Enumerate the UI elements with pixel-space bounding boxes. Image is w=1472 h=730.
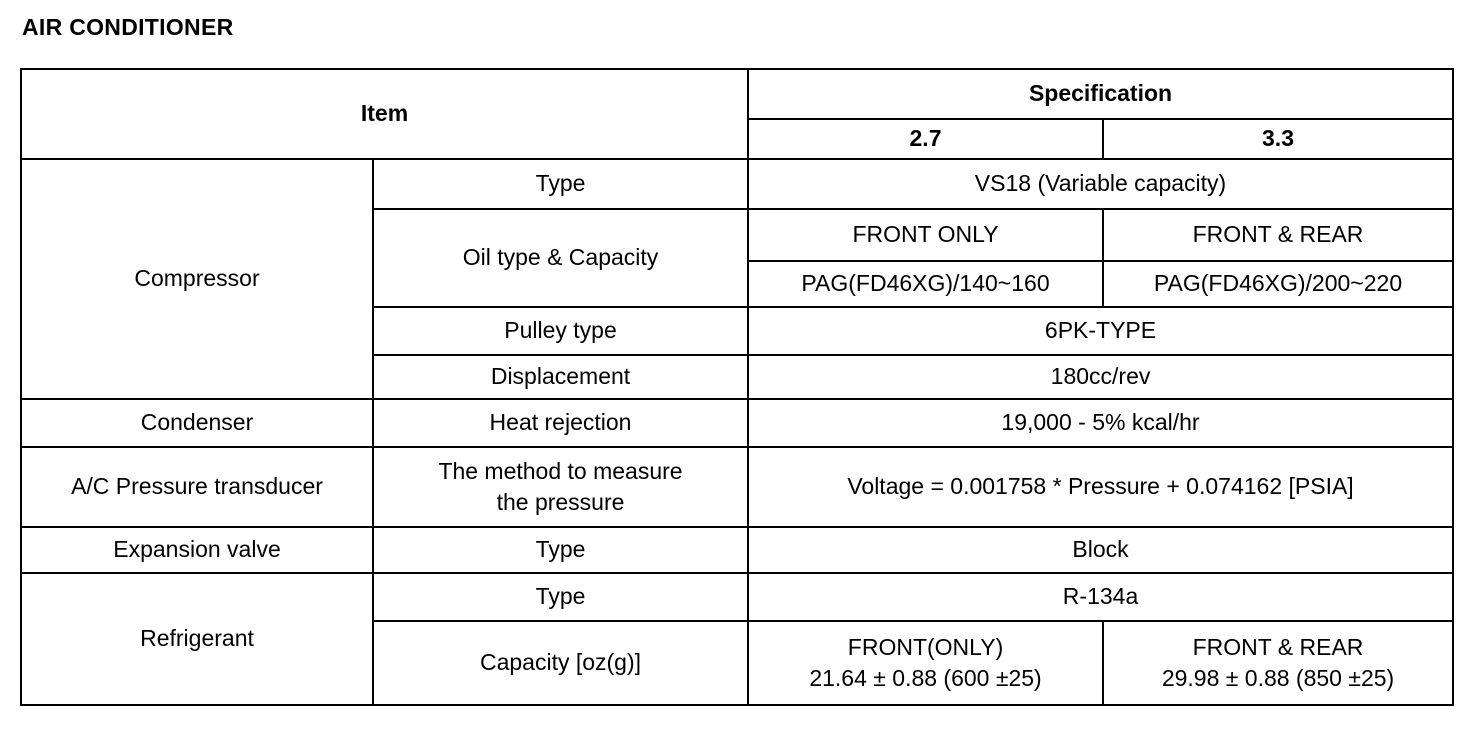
air-conditioner-spec-table [20,68,1454,706]
heat-rejection-value: 19,000 - 5% kcal/hr [748,399,1453,447]
measure-method-label [373,447,748,527]
condenser-label: Condenser [21,399,373,447]
pressure-transducer-label: A/C Pressure transducer [21,447,373,527]
engine-3-3-header: 3.3 [1103,119,1453,159]
expansion-valve-label: Expansion valve [21,527,373,573]
expansion-type-value: Block [748,527,1453,573]
capacity-3-3-line-2: 29.98 ± 0.88 (850 ±25) [1161,665,1395,691]
measure-method-line-2: the pressure [496,489,625,515]
table-row [21,447,1453,527]
oil-capacity-label: Oil type & Capacity [373,209,748,307]
refrigerant-label: Refrigerant [21,573,373,705]
engine-2-7-header: 2.7 [748,119,1103,159]
oil-front-rear: FRONT & REAR [1103,209,1453,261]
capacity-2-7-line-1: FRONT(ONLY) [847,633,1004,660]
refrigerant-capacity-3-3 [1103,621,1453,705]
oil-value-3-3: PAG(FD46XG)/200~220 [1103,261,1453,307]
capacity-2-7-line-2: 21.64 ± 0.88 (600 ±25) [809,665,1042,691]
pulley-type-label: Pulley type [373,307,748,355]
item-header: Item [21,69,748,159]
expansion-type-label: Type [373,527,748,573]
table-row [21,159,1453,209]
heat-rejection-label: Heat rejection [373,399,748,447]
compressor-type-value: VS18 (Variable capacity) [748,159,1453,209]
compressor-label: Compressor [21,159,373,399]
refrigerant-capacity-2-7 [748,621,1103,705]
displacement-value: 180cc/rev [748,355,1453,399]
table-row [21,527,1453,573]
refrigerant-capacity-label: Capacity [oz(g)] [373,621,748,705]
displacement-label: Displacement [373,355,748,399]
table-row [21,573,1453,621]
page-title: AIR CONDITIONER [22,14,234,40]
pulley-type-value: 6PK-TYPE [748,307,1453,355]
measure-method-value: Voltage = 0.001758 * Pressure + 0.074162 [PSIA] [748,447,1453,527]
refrigerant-type-value: R-134a [748,573,1453,621]
measure-method-line-1: The method to measure [438,457,683,484]
specification-header: Specification [748,69,1453,119]
oil-front-only: FRONT ONLY [748,209,1103,261]
table-row [21,399,1453,447]
capacity-3-3-line-1: FRONT & REAR [1192,633,1364,660]
compressor-type-label: Type [373,159,748,209]
header-row [21,69,1453,119]
oil-value-2-7: PAG(FD46XG)/140~160 [748,261,1103,307]
refrigerant-type-label: Type [373,573,748,621]
